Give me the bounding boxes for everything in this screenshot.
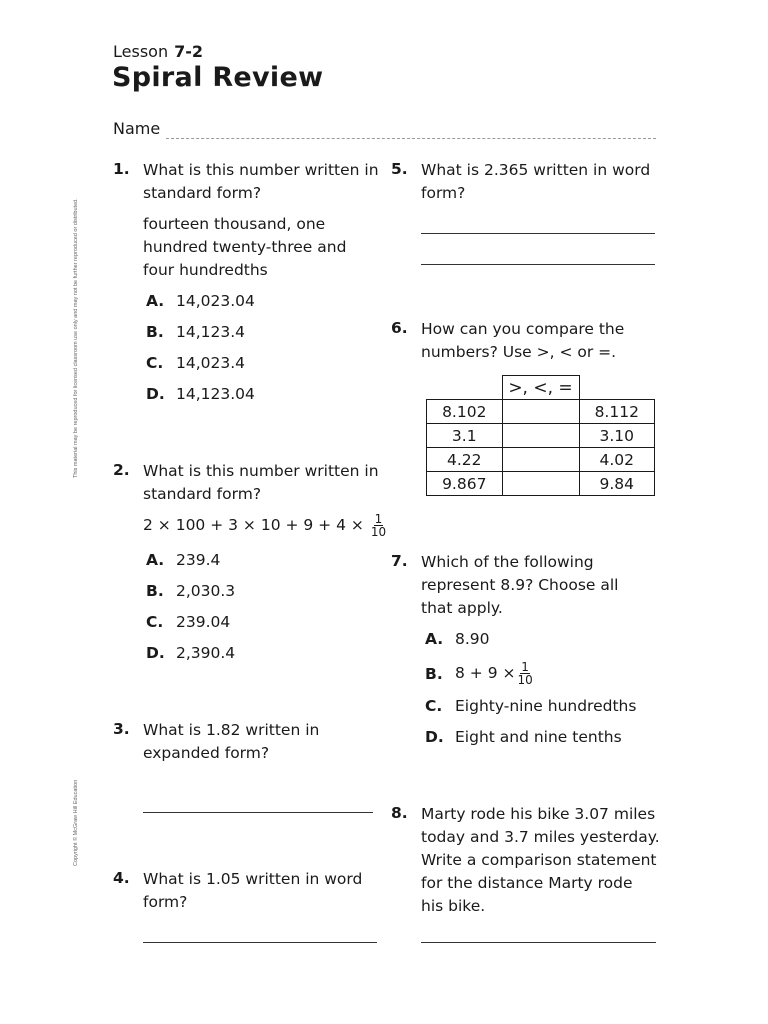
option-letter: D. [146, 644, 165, 662]
left-number: 9.867 [427, 472, 503, 496]
question-8-prompt-line: his bike. [421, 897, 486, 915]
question-5-prompt [421, 159, 650, 205]
option-letter: C. [146, 354, 164, 372]
question-6-prompt [421, 318, 624, 364]
question-7-prompt-line: represent 8.9? Choose all [421, 576, 619, 594]
question-2-expression [143, 513, 386, 538]
question-5-prompt-line: What is 2.365 written in word [421, 161, 651, 179]
option-letter: A. [146, 292, 165, 310]
question-1-words-line: hundred twenty-three and [143, 238, 347, 256]
question-6-number: 6. [391, 319, 408, 337]
question-5-prompt-line: form? [421, 184, 466, 202]
comparison-blank[interactable] [502, 424, 579, 448]
question-8-number: 8. [391, 804, 408, 822]
left-number: 3.1 [427, 424, 503, 448]
question-1-words-line: four hundredths [143, 261, 268, 279]
question-5-answer-line-1[interactable] [421, 233, 655, 234]
question-7-prompt-line: Which of the following [421, 553, 594, 571]
question-2-number: 2. [113, 461, 130, 479]
question-4-prompt-line: What is 1.05 written in word [143, 870, 363, 888]
question-1-prompt-line: standard form? [143, 184, 262, 202]
option-text: 239.4 [176, 551, 221, 569]
question-8-prompt-line: Marty rode his bike 3.07 miles [421, 805, 656, 823]
comparison-row [427, 400, 655, 424]
right-number: 4.02 [579, 448, 655, 472]
option-letter: B. [146, 323, 164, 341]
fraction-denominator: 10 [517, 673, 533, 687]
comparison-row [427, 448, 655, 472]
table-corner [427, 376, 503, 400]
left-number: 8.102 [427, 400, 503, 424]
comparison-blank[interactable] [502, 400, 579, 424]
option-text: 8 + 9 × [455, 664, 516, 682]
option-text: Eighty-nine hundredths [455, 697, 637, 715]
comparison-row [427, 424, 655, 448]
option-text: 14,123.04 [176, 385, 255, 403]
question-3-number: 3. [113, 720, 130, 738]
option-text: 2,030.3 [176, 582, 236, 600]
question-6-prompt-line: numbers? Use >, < or =. [421, 343, 617, 361]
question-1-words-line: fourteen thousand, one [143, 215, 326, 233]
option-letter: B. [425, 665, 443, 683]
comparison-row [427, 472, 655, 496]
question-7-prompt [421, 551, 618, 620]
fraction-numerator: 1 [521, 660, 529, 674]
copyright-notice: Copyright © McGraw Hill Education [73, 779, 79, 866]
question-7-prompt-line: that apply. [421, 599, 503, 617]
option-text: 8.90 [455, 630, 490, 648]
question-3-answer-line[interactable] [143, 812, 373, 813]
question-4-answer-line[interactable] [143, 942, 377, 943]
option-letter: C. [425, 697, 443, 715]
question-4-number: 4. [113, 869, 130, 887]
question-3-prompt-line: What is 1.82 written in [143, 721, 320, 739]
option-letter: B. [146, 582, 164, 600]
expression-text: 2 × 100 + 3 × 10 + 9 + 4 × [143, 516, 364, 534]
question-2-prompt [143, 460, 379, 506]
comparison-table-header-row [427, 376, 655, 400]
option-letter: D. [146, 385, 165, 403]
question-3-prompt [143, 719, 319, 765]
question-4-prompt [143, 868, 362, 914]
question-2-prompt-line: What is this number written in [143, 462, 379, 480]
right-number: 9.84 [579, 472, 655, 496]
lesson-number: 7-2 [174, 42, 203, 61]
option-text: 14,023.4 [176, 354, 246, 372]
question-8-answer-line[interactable] [421, 942, 656, 943]
left-number: 4.22 [427, 448, 503, 472]
option-letter: A. [146, 551, 165, 569]
option-letter: A. [425, 630, 444, 648]
question-8-prompt-line: Write a comparison statement [421, 851, 657, 869]
question-1-prompt-line: What is this number written in [143, 161, 379, 179]
question-6-prompt-line: How can you compare the [421, 320, 625, 338]
fraction-denominator: 10 [370, 525, 387, 539]
question-3-prompt-line: expanded form? [143, 744, 270, 762]
question-8-prompt-line: for the distance Marty rode [421, 874, 633, 892]
question-1-number: 1. [113, 160, 130, 178]
name-field[interactable] [166, 138, 656, 139]
question-8-prompt-line: today and 3.7 miles yesterday. [421, 828, 660, 846]
question-8-prompt [421, 803, 660, 918]
option-text: 239.04 [176, 613, 231, 631]
fraction-numerator: 1 [374, 512, 383, 526]
option-text: 14,123.4 [176, 323, 246, 341]
question-1-prompt [143, 159, 379, 205]
usage-notice: This material may be reproduced for licensed classroom use only and may not be further reproduced or distributed. [73, 198, 79, 478]
question-7-number: 7. [391, 552, 408, 570]
question-5-number: 5. [391, 160, 408, 178]
right-number: 3.10 [579, 424, 655, 448]
name-label: Name [113, 119, 161, 138]
question-1-number-words [143, 213, 346, 282]
comparison-blank[interactable] [502, 472, 579, 496]
option-letter: D. [425, 728, 444, 746]
comparison-symbols-header: >, <, = [502, 376, 579, 400]
comparison-blank[interactable] [502, 448, 579, 472]
question-5-answer-line-2[interactable] [421, 264, 655, 265]
question-2-prompt-line: standard form? [143, 485, 262, 503]
question-4-prompt-line: form? [143, 893, 188, 911]
option-text: Eight and nine tenths [455, 728, 622, 746]
lesson-label [113, 42, 203, 61]
option-letter: C. [146, 613, 164, 631]
right-number: 8.112 [579, 400, 655, 424]
page-title: Spiral Review [112, 62, 324, 93]
lesson-label-text: Lesson [113, 42, 169, 61]
comparison-table [426, 375, 655, 496]
table-corner [579, 376, 655, 400]
option-text-group [455, 661, 533, 686]
option-text: 2,390.4 [176, 644, 236, 662]
option-text: 14,023.04 [176, 292, 255, 310]
fraction [517, 661, 532, 686]
fraction [371, 513, 386, 538]
